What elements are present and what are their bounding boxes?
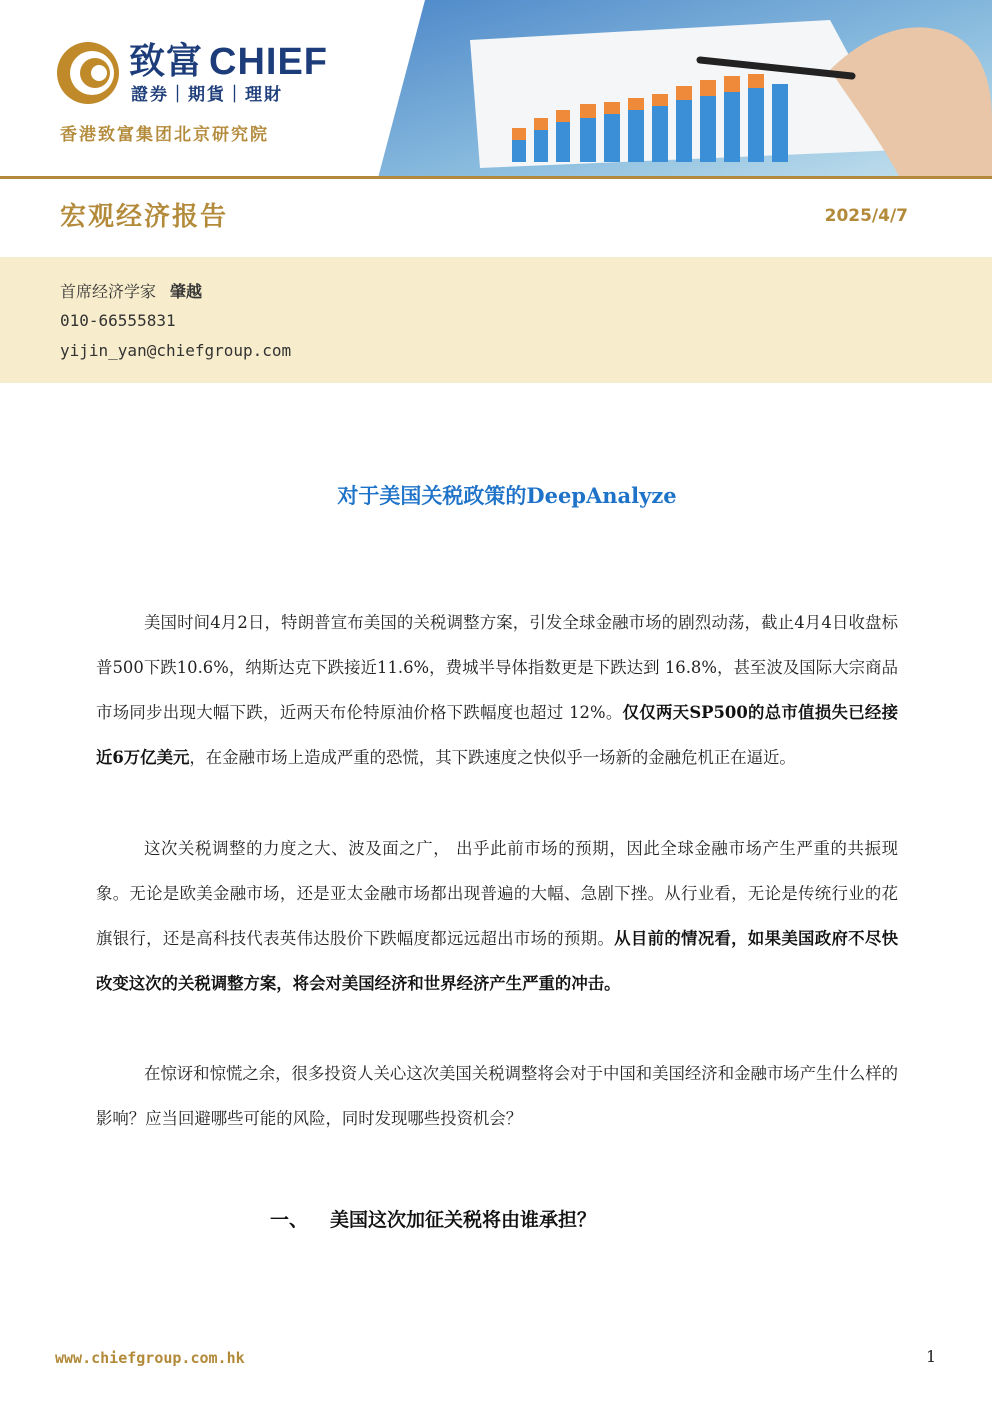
paragraph-2-bold: 从目前的情况看，如果美国政府不尽快改变这次的关税调整方案，将会对美国经济和世界经济产生严重的冲击。 <box>96 929 899 993</box>
author-name: 肇越 <box>170 282 203 301</box>
page-number: 1 <box>926 1347 937 1366</box>
report-type: 宏观经济报告 <box>60 202 229 232</box>
author-role: 首席经济学家 <box>60 282 157 301</box>
institution-name: 香港致富集团北京研究院 <box>60 125 269 145</box>
paragraph-3-text: 在惊讶和惊慌之余，很多投资人关心这次美国关税调整将会对于中国和美国经济和金融市场产生什么样的影响？应当回避哪些可能的风险，同时发现哪些投资机会？ <box>96 1064 898 1128</box>
brand-cn: 致富 <box>129 41 204 82</box>
report-header <box>0 0 992 178</box>
paragraph-1-text: 美国时间4月2日，特朗普宣布美国的关税调整方案，引发全球金融市场的剧烈动荡，截止4月4日收盘标普500下跌10.6%，纳斯达克下跌接近11.6%，费城半导体指数更是下跌达到 16.8%，甚至波及国际大宗商品市场同步出现大幅下跌，近两天布伦特原油价格下跌幅度也超过 12%。 <box>96 613 898 722</box>
brand-sub: 證券｜期貨｜理財 <box>131 85 283 105</box>
chief-logo <box>55 40 375 110</box>
author-email[interactable]: yijin_yan@chiefgroup.com <box>60 341 292 360</box>
paragraph-1-bold: 仅仅两天SP500的总市值损失已经接近6万亿美元 <box>96 703 899 767</box>
report-title: 对于美国关税政策的DeepAnalyze <box>337 483 677 508</box>
paragraph-1 <box>96 600 898 780</box>
section-number: 一、 <box>270 1209 309 1231</box>
swirl-logo-icon <box>55 40 121 106</box>
section-heading <box>270 1205 596 1232</box>
author-role-line <box>60 279 202 302</box>
paragraph-3 <box>96 1051 898 1141</box>
footer-url[interactable]: www.chiefgroup.com.hk <box>55 1349 245 1367</box>
paragraph-2-text: 这次关税调整的力度之大、波及面之广， 出乎此前市场的预期，因此全球金融市场产生严重的共振现象。无论是欧美金融市场，还是亚太金融市场都出现普遍的大幅、急剧下挫。从行业看，无论是传统行业的花旗银行，还是高科技代表英伟达股价下跌幅度都远远超出市场的预期。 <box>96 839 898 948</box>
report-date: 2025/4/7 <box>824 206 908 226</box>
header-divider <box>0 176 992 179</box>
paragraph-2 <box>96 826 898 1006</box>
section-title: 美国这次加征关税将由谁承担？ <box>330 1209 597 1231</box>
author-phone: 010-66555831 <box>60 311 176 330</box>
brand-en: CHIEF <box>209 41 328 83</box>
author-box <box>0 257 992 383</box>
paragraph-1-tail: ，在金融市场上造成严重的恐慌，其下跌速度之快似乎一场新的金融危机正在逼近。 <box>189 748 796 767</box>
